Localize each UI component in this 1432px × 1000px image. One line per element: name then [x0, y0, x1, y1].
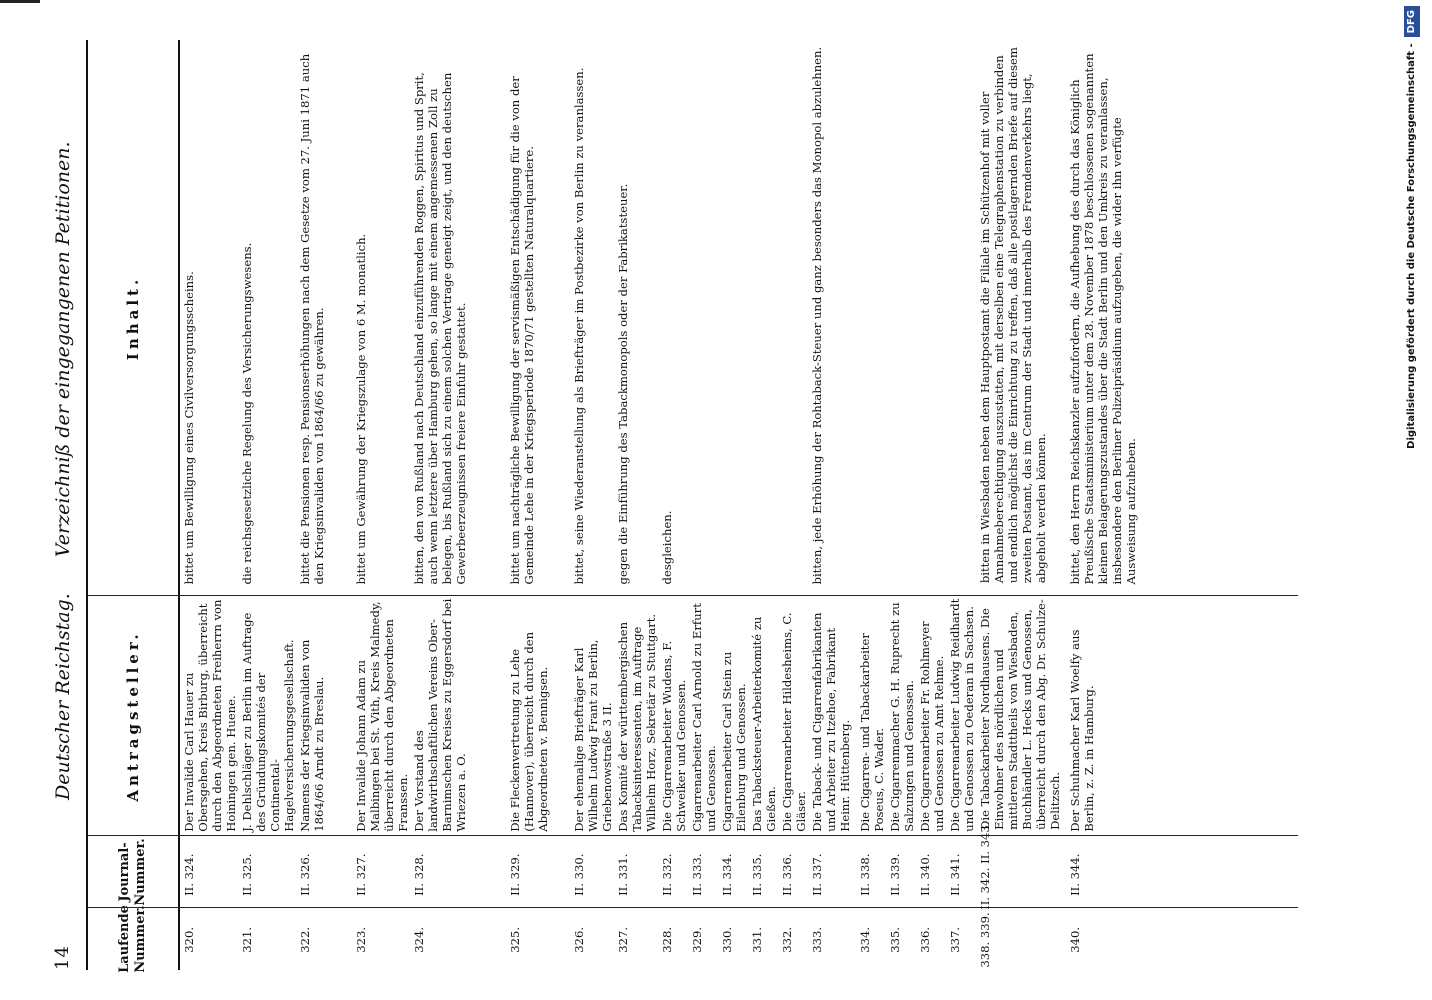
rotated-document-page — [0, 20, 1400, 980]
cell-antragsteller: Die Cigarrenmacher G. H. Ruprecht zu Salzungen und Genossen. — [888, 602, 916, 832]
cell-journal-nummer: II. 342. II. 343. — [978, 821, 992, 910]
page-title-main: Deutscher Reichstag. — [52, 593, 74, 800]
cell-inhalt: desgleichen. — [660, 510, 674, 585]
cell-laufende-nummer: 338. 339. — [978, 912, 992, 968]
cell-journal-nummer: II. 325. — [240, 853, 254, 896]
cell-laufende-nummer: 327. — [616, 926, 630, 953]
cell-inhalt — [946, 40, 976, 592]
cell-inhalt: bitten, jede Erhöhung der Rohtaback-Steuer und ganz besonders das Monopol abzulehnen. — [810, 46, 824, 585]
cell-inhalt: bittet um Bewilligung eines Civilversorgungsscheins. — [182, 271, 196, 585]
cell-laufende-nummer: 329. — [690, 926, 704, 953]
table-row — [856, 40, 886, 970]
cell-journal-nummer: II. 341. — [948, 853, 962, 896]
cell-journal-nummer: II. 336. — [780, 853, 794, 896]
digitization-credit — [1402, 6, 1424, 706]
cell-antragsteller: Cigarrenarbeiter Carl Arnold zu Erfurt und Genossen. — [690, 603, 718, 832]
cell-antragsteller: Die Cigarrenarbeiter Hildesheims, C. Gläser. — [780, 612, 808, 832]
table-row — [748, 40, 778, 970]
petition-table-body — [180, 40, 1156, 970]
cell-inhalt — [916, 40, 946, 592]
cell-inhalt — [748, 40, 778, 592]
cell-laufende-nummer: 331. — [750, 926, 764, 953]
cell-journal-nummer: II. 328. — [412, 853, 426, 896]
cell-journal-nummer: II. 338. — [858, 853, 872, 896]
cell-laufende-nummer: 330. — [720, 926, 734, 953]
cell-laufende-nummer: 335. — [888, 926, 902, 953]
cell-antragsteller: J. Dehlschläger zu Berlin im Auftrage des Gründungskomités der Continental-Hagelversicherungsgesellschaft. — [240, 612, 296, 832]
cell-inhalt: bittet, den Herrn Reichskanzler aufzufordern, die Aufhebung des durch das Königlich Preußische Staatsministerium unter dem 28. November 1878 beschlossenen sogenannten kleinen Belagerungszustandes über die Stadt Berlin und den Umkreis zu veranlassen, insbesondere den Berliner Polizeipräsidium aufzugeben, die wider ihn verfügte Ausweisung aufzuheben. — [1068, 53, 1138, 585]
dfg-logo: DFG — [1404, 6, 1420, 37]
cell-journal-nummer: II. 326. — [298, 853, 312, 896]
cell-inhalt — [688, 40, 718, 592]
scan-edge-mark — [0, 0, 40, 3]
cell-antragsteller: Der Invalide Carl Hauer zu Obersgehen, Kreis Birburg, überreicht durch den Abgeordneten Freiherrn von Hoiningen gen. Huene. — [182, 599, 238, 832]
cell-antragsteller: Das Tabacksteuer-Arbeiterkomité zu Gießen. — [750, 616, 778, 832]
cell-antragsteller: Die Cigarrenarbeiter Ludwig Reidhardt und Genossen zu Oederan in Sachsen. — [948, 598, 976, 832]
table-row — [688, 40, 718, 970]
table-row — [886, 40, 916, 970]
cell-journal-nummer: II. 344. — [1068, 853, 1082, 896]
table-row — [808, 40, 856, 970]
cell-laufende-nummer: 323. — [354, 926, 368, 953]
cell-inhalt: bitten, den von Rußland nach Deutschland einzuführenden Roggen, Spiritus und Sprit, auch wenn letztere über Hamburg gehen, so lange mit einem angemessenen Zoll zu belegen, bis Rußland sich zu einem solchen Vertrage geneigt zeigt, und den deutschen Gewerbeerzeugnissen freiere Einfuhr gestattet. — [412, 72, 468, 585]
cell-journal-nummer: II. 339. — [888, 853, 902, 896]
cell-antragsteller: Der Vorstand des landwirthschaftlichen Vereins Ober-Barnimschen Kreises zu Eggersdorf bei Wriezen a. O. — [412, 598, 468, 832]
cell-antragsteller: Die Cigarrenarbeiter Fr. Rohlmeyer und Genossen zu Amt Rehme. — [918, 621, 946, 832]
cell-journal-nummer: II. 324. — [182, 853, 196, 896]
cell-journal-nummer: II. 331. — [616, 853, 630, 896]
cell-journal-nummer: II. 333. — [690, 853, 704, 896]
cell-laufende-nummer: 322. — [298, 926, 312, 953]
cell-journal-nummer: II. 337. — [810, 853, 824, 896]
cell-journal-nummer: II. 332. — [660, 853, 674, 896]
cell-journal-nummer: II. 335. — [750, 853, 764, 896]
table-row — [296, 40, 352, 970]
cell-inhalt: gegen die Einführung des Tabackmonopols oder der Fabrikatsteuer. — [616, 183, 630, 585]
cell-laufende-nummer: 328. — [660, 926, 674, 953]
table-row — [410, 40, 506, 970]
cell-laufende-nummer: 340. — [1068, 926, 1082, 953]
cell-journal-nummer: II. 330. — [572, 853, 586, 896]
table-row — [778, 40, 808, 970]
cell-laufende-nummer: 332. — [780, 926, 794, 953]
cell-antragsteller: Der Schuhmacher Karl Woelfy aus Berlin, z. Z. in Hamburg. — [1068, 629, 1096, 832]
cell-inhalt: die reichsgesetzliche Regelung des Versicherungswesens. — [240, 242, 254, 585]
cell-antragsteller: Die Taback- und Cigarrenfabrikanten und Arbeiter zu Itzehoe, Fabrikant Heinr. Hüttenberg. — [810, 612, 852, 832]
cell-laufende-nummer: 336. — [918, 926, 932, 953]
table-row — [1066, 40, 1156, 970]
table-row — [352, 40, 410, 970]
table-row — [718, 40, 748, 970]
column-header-laufende: Laufende Nummer. — [116, 905, 148, 973]
table-row — [506, 40, 570, 970]
column-header-antragsteller: Antragsteller. — [123, 630, 142, 802]
cell-inhalt: bittet um Gewährung der Kriegszulage von 6 M. monatlich. — [354, 233, 368, 585]
page-title — [52, 100, 74, 800]
cell-antragsteller: Das Komité der württembergischen Tabacksinteressenten, im Auftrage Wilhelm Horz, Sekretär zu Stuttgart. — [616, 613, 658, 832]
cell-inhalt — [718, 40, 748, 592]
cell-antragsteller: Die Tabackarbeiter Nordhausens. Die Einwohner des nördlichen und mittleren Stadttheils von Wiesbaden, Buchhändler L. Hecks und Genossen, überreicht durch den Abg. Dr. Schulze-Delitzsch. — [978, 599, 1062, 830]
column-header-inhalt: Inhalt. — [123, 275, 142, 361]
table-row — [180, 40, 238, 970]
cell-journal-nummer: II. 329. — [508, 853, 522, 896]
cell-inhalt: bittet um nachträgliche Bewilligung der servismäßigen Entschädigung für die von der Gemeinde Lehe in der Kriegsperiode 1870/71 gestellten Naturalquartiere. — [508, 76, 536, 585]
cell-inhalt: bittet, seine Wiederanstellung als Briefträger im Postbezirke von Berlin zu veranlassen. — [572, 67, 586, 585]
cell-laufende-nummer: 320. — [182, 926, 196, 953]
cell-journal-nummer: II. 340. — [918, 853, 932, 896]
table-row — [614, 40, 658, 970]
cell-laufende-nummer: 326. — [572, 926, 586, 953]
cell-laufende-nummer: 333. — [810, 926, 824, 953]
credit-text-line — [1402, 6, 1422, 686]
table-row — [658, 40, 688, 970]
cell-inhalt — [856, 40, 886, 592]
cell-antragsteller: Namens der Kriegsinvaliden von 1864/66 Arndt zu Breslau. — [298, 639, 326, 832]
table-row — [570, 40, 614, 970]
cell-laufende-nummer: 321. — [240, 926, 254, 953]
table-row — [976, 40, 1066, 970]
credit-text: Digitalisierung gefördert durch die Deutsche Forschungsgemeinschaft - — [1406, 43, 1417, 449]
table-row — [916, 40, 946, 970]
page-number: 14 — [52, 945, 73, 970]
cell-laufende-nummer: 334. — [858, 926, 872, 953]
cell-antragsteller: Der ehemalige Briefträger Karl Wilhelm Ludwig Frant zu Berlin, Griebenowstraße 3 II. — [572, 639, 614, 832]
cell-laufende-nummer: 337. — [948, 926, 962, 953]
cell-inhalt — [886, 40, 916, 592]
cell-inhalt: bittet die Pensionen resp. Pensionserhöhungen nach dem Gesetze vom 27. Juni 1871 auch den Kriegsinvaliden von 1864/66 zu gewähren. — [298, 53, 326, 585]
cell-laufende-nummer: 325. — [508, 926, 522, 953]
cell-antragsteller: Die Cigarrenarbeiter Wudens, F. Schweiker und Genossen. — [660, 640, 688, 832]
table-row — [946, 40, 976, 970]
cell-laufende-nummer: 324. — [412, 926, 426, 953]
cell-antragsteller: Die Cigarren- und Tabackarbeiter Poseus, C. Wader. — [858, 633, 886, 832]
cell-antragsteller: Der Invalide Johann Adam zu Malbingen bei St. Vith, Kreis Malmedy, überreicht durch den Abgeordneten Franssen. — [354, 601, 410, 832]
cell-journal-nummer: II. 327. — [354, 853, 368, 896]
cell-antragsteller: Die Fleckenvertretung zu Lehe (Hannover), überreicht durch den Abgeordneten v. Bennigsen. — [508, 631, 550, 832]
cell-inhalt: bitten in Wiesbaden neben dem Hauptpostamt die Filiale im Schützenhof mit voller Annahmeberechtigung auszustatten, mit derselben eine Telegraphenstation zu verbinden und endlich möglichst die Einrichtung zu treffen, daß alle postlagernden Briefe auf diesem zweiten Postamt, das im Centrum der Stadt und innerhalb des Fremdenverkehrs liegt, abgeholt werden können. — [978, 47, 1048, 584]
table-row — [238, 40, 296, 970]
cell-journal-nummer: II. 334. — [720, 853, 734, 896]
column-header-journal: Journal-Nummer. — [116, 838, 148, 906]
cell-antragsteller: Cigarrenarbeiter Carl Stein zu Eilenburg und Genossen. — [720, 651, 748, 832]
cell-inhalt — [778, 40, 808, 592]
page-title-sub: Verzeichniß der eingegangenen Petitionen. — [52, 141, 74, 558]
